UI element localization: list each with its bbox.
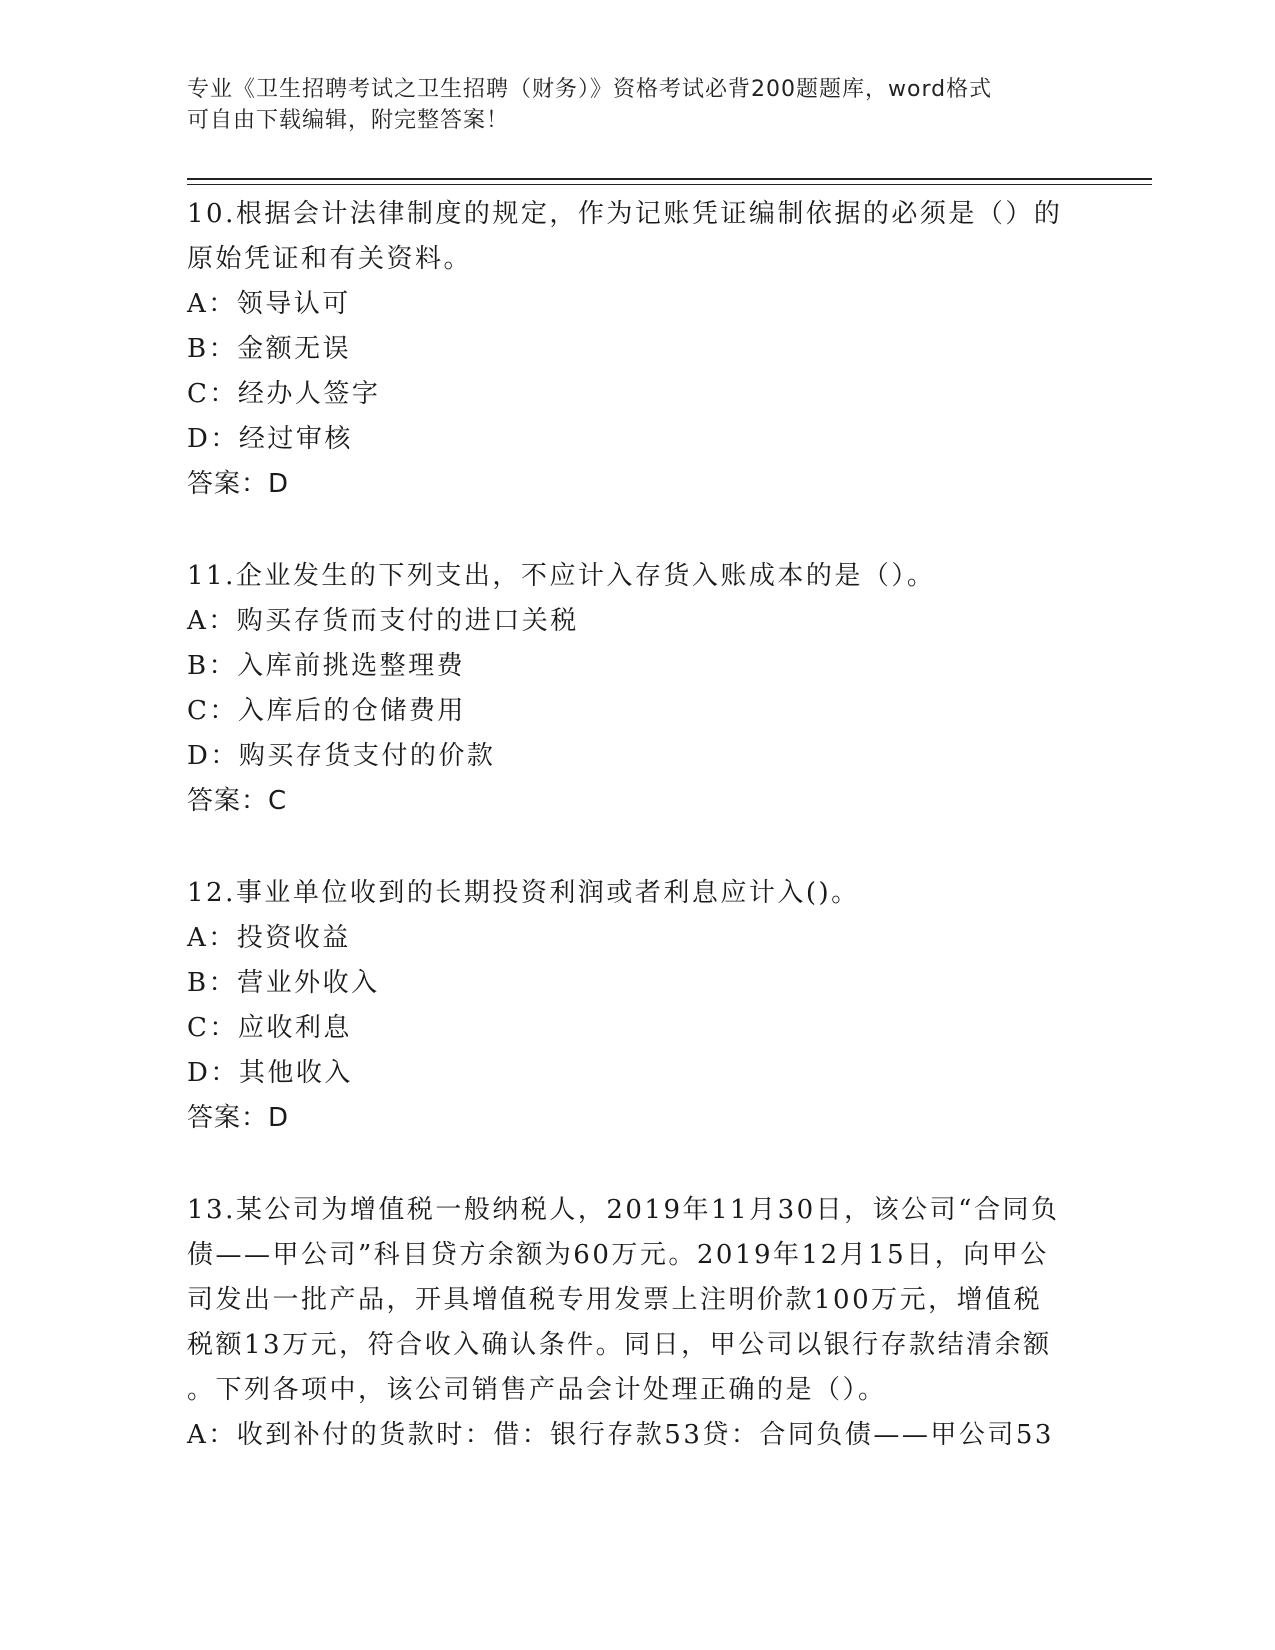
header-title-line-2: 可自由下载编辑，附完整答案！ [187,108,510,133]
option-a: A：投资收益 [187,923,351,953]
header-divider-thick [187,178,1152,180]
spacer [187,824,1087,871]
option-a: A：收到补付的货款时：借：银行存款53贷：合同负债——甲公司53 [187,1420,1054,1450]
answer-line: 答案：C [187,786,288,816]
option-c: C：入库后的仓储费用 [187,696,466,726]
question-13 [187,1188,1087,1458]
answer-line: 答案：D [187,1103,290,1133]
option-a: A：购买存货而支付的进口关税 [187,606,579,636]
question-stem: 。下列各项中，该公司销售产品会计处理正确的是（）。 [187,1375,887,1405]
question-stem: 司发出一批产品，开具增值税专用发票上注明价款100万元，增值税 [187,1285,1043,1315]
option-a: A：领导认可 [187,289,351,319]
document-header [187,74,1087,136]
option-c: C：经办人签字 [187,379,381,409]
option-b: B：金额无误 [187,334,352,364]
option-d: D：其他收入 [187,1058,353,1088]
header-divider-thin [187,184,1152,185]
question-stem: 税额13万元，符合收入确认条件。同日，甲公司以银行存款结清余额 [187,1330,1052,1360]
question-stem: 12.事业单位收到的长期投资利润或者利息应计入()。 [187,878,860,908]
spacer [187,507,1087,554]
option-d: D：购买存货支付的价款 [187,741,496,771]
option-b: B：入库前挑选整理费 [187,651,466,681]
question-10 [187,192,1087,507]
option-b: B：营业外收入 [187,968,380,998]
option-d: D：经过审核 [187,424,353,454]
spacer [187,1141,1087,1188]
answer-line: 答案：D [187,469,290,499]
question-stem: 11.企业发生的下列支出，不应计入存货入账成本的是（）。 [187,561,936,591]
header-title-line-1: 专业《卫生招聘考试之卫生招聘（财务）》资格考试必背200题题库，word格式 [187,77,993,102]
question-stem: 债——甲公司”科目贷方余额为60万元。2019年12月15日，向甲公 [187,1240,1049,1270]
question-list [187,192,1087,1458]
question-12 [187,871,1087,1141]
question-stem: 原始凭证和有关资料。 [187,244,473,274]
question-stem: 10.根据会计法律制度的规定，作为记账凭证编制依据的必须是（）的 [187,199,1063,229]
question-11 [187,554,1087,824]
question-stem: 13.某公司为增值税一般纳税人，2019年11月30日，该公司“合同负 [187,1195,1060,1225]
option-c: C：应收利息 [187,1013,352,1043]
